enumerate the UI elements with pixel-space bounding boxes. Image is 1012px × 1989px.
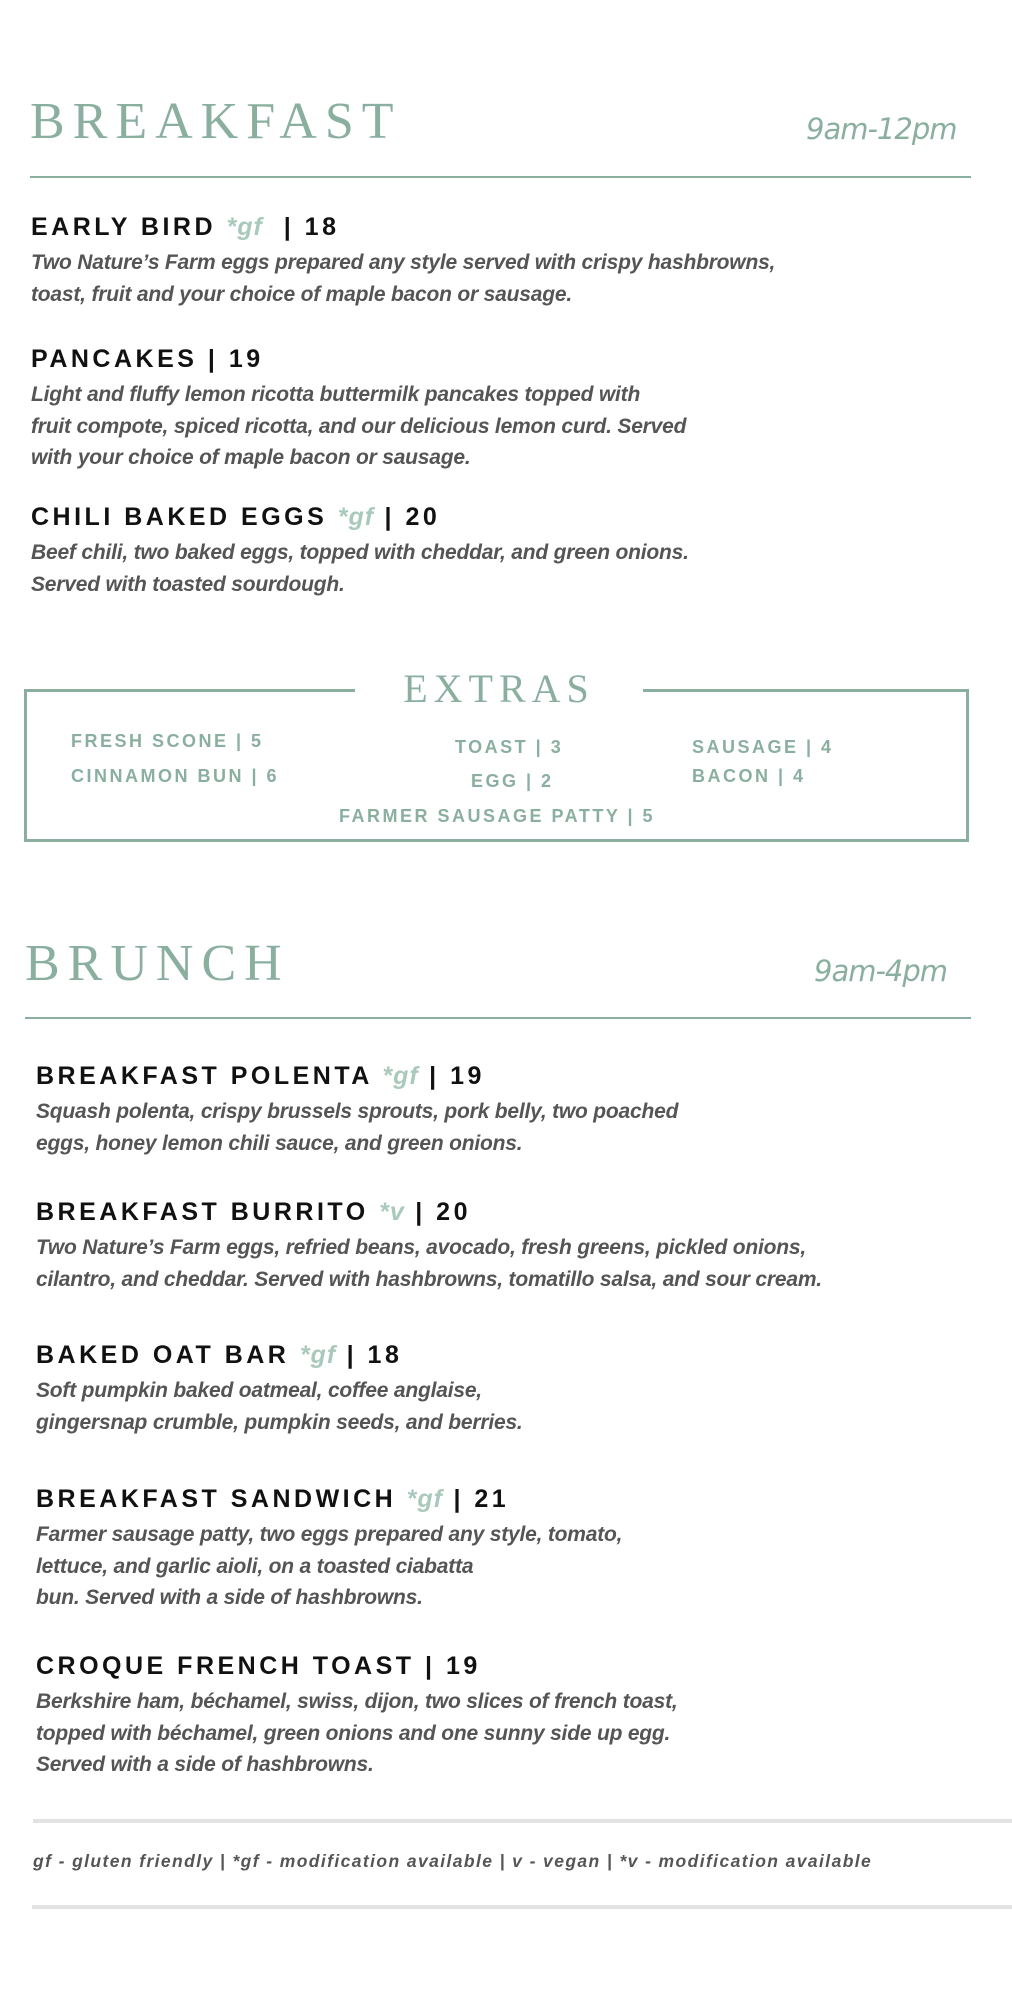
menu-item-chili-baked-eggs [31, 504, 689, 600]
item-description: Two Nature’s Farm eggs prepared any style served with crispy hashbrowns, toast, fruit and your choice of maple bacon or sausage. [31, 251, 776, 306]
item-price: | 19 [425, 1652, 481, 1680]
menu-item-baked-oat-bar [36, 1342, 523, 1438]
item-price: | 19 [207, 345, 264, 373]
item-tag: *gf [226, 213, 263, 241]
extra-item: EGG | 2 [471, 771, 554, 791]
legend-top-divider [33, 1819, 1012, 1823]
dietary-legend: gf - gluten friendly | *gf - modification available | v - vegan | *v - modification available [33, 1851, 873, 1871]
item-name: PANCAKES [31, 345, 198, 373]
item-tag: *gf [299, 1341, 337, 1369]
menu-item-breakfast-burrito [36, 1199, 822, 1295]
item-price: | 18 [283, 213, 340, 241]
item-tag: *gf [337, 503, 375, 531]
item-description: Light and fluffy lemon ricotta buttermilk pancakes topped with fruit compote, spiced ricotta, and our delicious lemon curd. Served with your choice of maple bacon or sausage. [31, 383, 687, 469]
menu-item-croque-french-toast [36, 1653, 678, 1781]
item-tag: *gf [406, 1485, 443, 1513]
breakfast-hours: 9am-12pm [806, 112, 957, 146]
item-tag: *v [379, 1198, 405, 1226]
extra-item: FRESH SCONE | 5 [71, 731, 264, 751]
brunch-title: BRUNCH [25, 935, 290, 992]
item-name: BAKED OAT BAR [36, 1341, 290, 1369]
extras-title: EXTRAS [355, 664, 643, 714]
item-name: EARLY BIRD [31, 213, 217, 241]
extra-item: SAUSAGE | 4 [692, 737, 834, 757]
brunch-hours: 9am-4pm [814, 954, 948, 988]
menu-item-early-bird [31, 214, 775, 310]
extra-item: CINNAMON BUN | 6 [71, 766, 280, 786]
brunch-divider [25, 1017, 971, 1019]
extra-item: BACON | 4 [692, 766, 806, 786]
item-price: | 20 [384, 503, 441, 531]
item-name: CROQUE FRENCH TOAST [36, 1652, 415, 1680]
breakfast-divider [30, 176, 971, 178]
menu-item-breakfast-polenta [36, 1063, 678, 1159]
menu-item-pancakes [31, 346, 686, 474]
item-name: BREAKFAST BURRITO [36, 1198, 369, 1226]
item-price: | 19 [429, 1062, 485, 1090]
item-price: | 20 [415, 1198, 471, 1226]
legend-bottom-divider [32, 1905, 1012, 1909]
breakfast-title: BREAKFAST [30, 93, 402, 150]
item-description: Beef chili, two baked eggs, topped with cheddar, and green onions. Served with toasted sourdough. [31, 541, 689, 596]
item-description: Berkshire ham, béchamel, swiss, dijon, two slices of french toast, topped with béchamel, green onions and one sunny side up egg. Served with a side of hashbrowns. [36, 1690, 678, 1776]
item-description: Soft pumpkin baked oatmeal, coffee anglaise, gingersnap crumble, pumpkin seeds, and berries. [36, 1379, 523, 1434]
extra-item: FARMER SAUSAGE PATTY | 5 [339, 806, 656, 826]
item-description: Farmer sausage patty, two eggs prepared any style, tomato, lettuce, and garlic aioli, on a toasted ciabatta bun. Served with a side of hashbrowns. [36, 1523, 623, 1609]
item-tag: *gf [382, 1062, 419, 1090]
item-name: CHILI BAKED EGGS [31, 503, 328, 531]
item-price: | 18 [346, 1341, 403, 1369]
menu-item-breakfast-sandwich [36, 1486, 622, 1614]
item-price: | 21 [453, 1485, 510, 1513]
item-description: Squash polenta, crispy brussels sprouts, pork belly, two poached eggs, honey lemon chili sauce, and green onions. [36, 1100, 679, 1155]
item-description: Two Nature’s Farm eggs, refried beans, avocado, fresh greens, pickled onions, cilantro, and cheddar. Served with hashbrowns, tomatillo salsa, and sour cream. [36, 1236, 822, 1291]
extra-item: TOAST | 3 [455, 737, 564, 757]
item-name: BREAKFAST POLENTA [36, 1062, 372, 1090]
item-name: BREAKFAST SANDWICH [36, 1485, 397, 1513]
